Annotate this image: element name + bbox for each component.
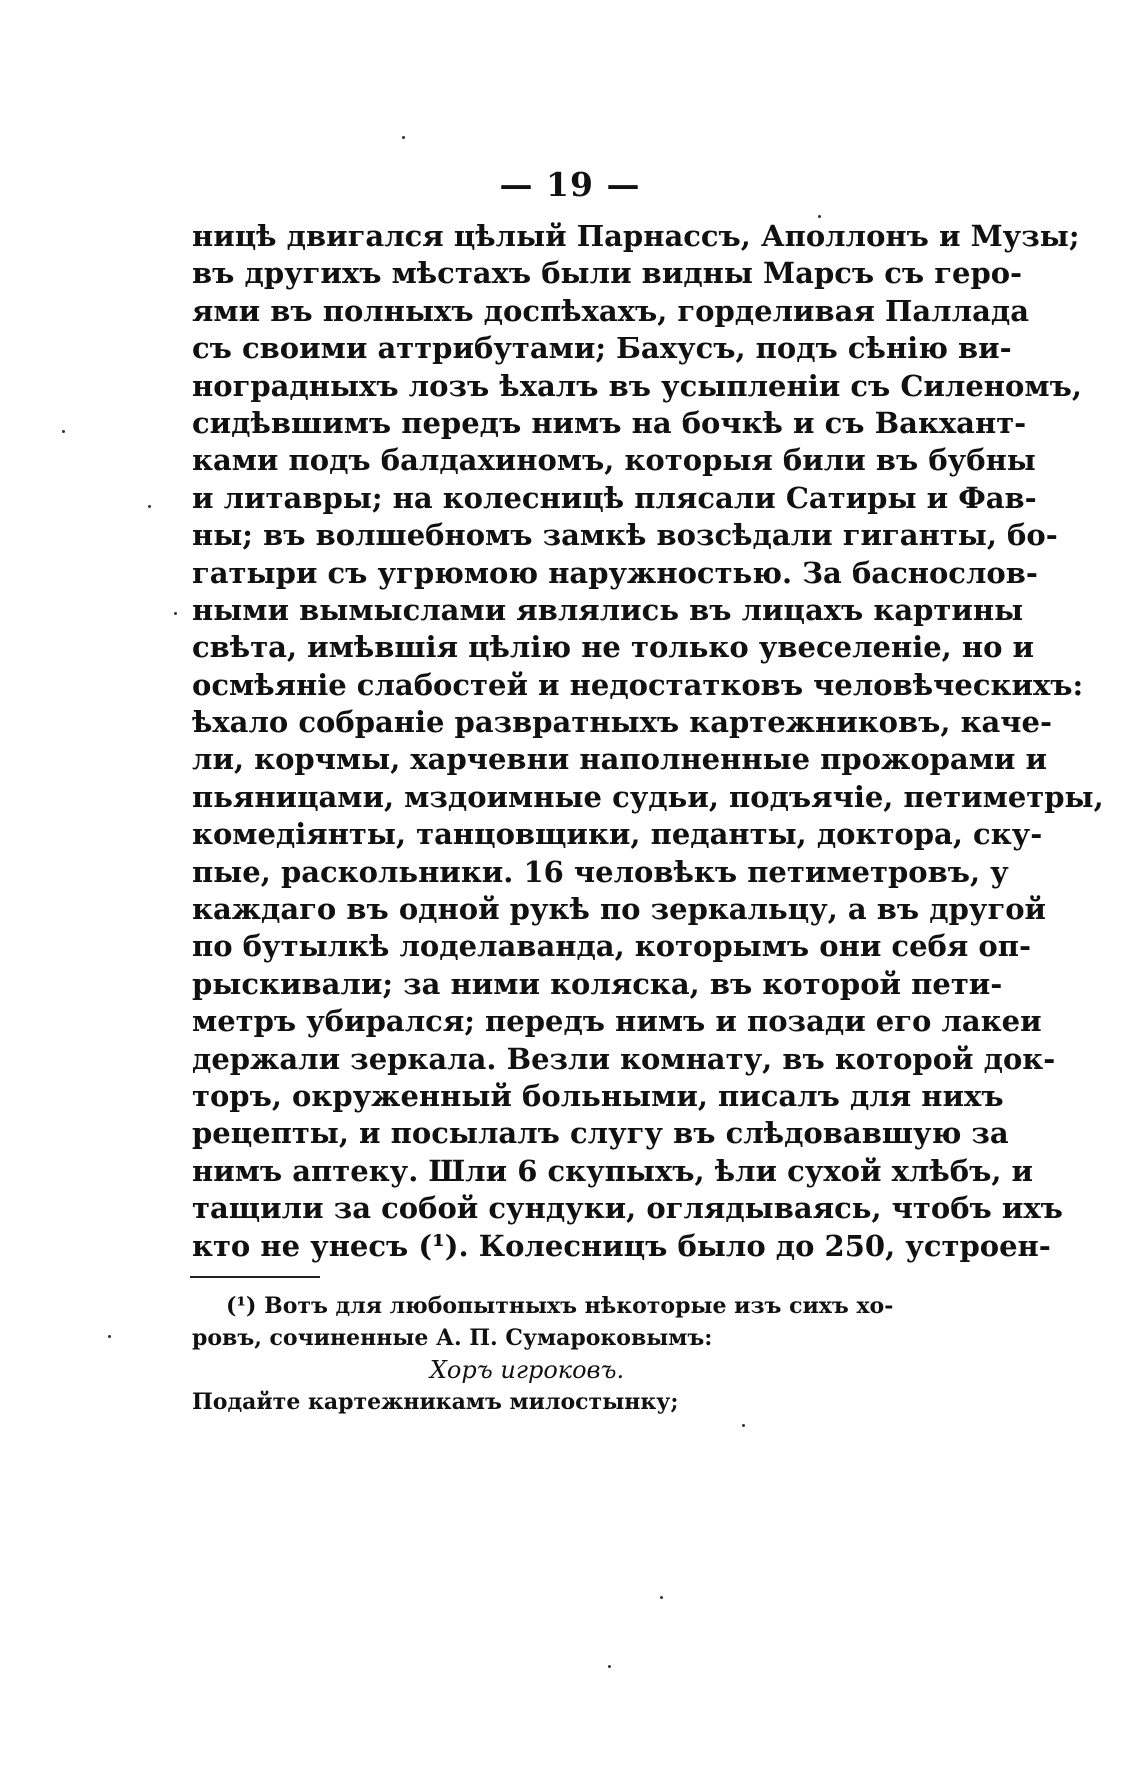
text-line: рецепты, и посылалъ слугу въ слѣдовавшую за [192, 1116, 1009, 1151]
text-line: ками подъ балдахиномъ, которыя били въ бубны [192, 443, 1036, 478]
scan-speck [174, 612, 177, 615]
text-line: гатыри съ угрюмою наружностью. За баснослов- [192, 555, 1038, 590]
scan-speck [742, 1424, 745, 1427]
text-line: держали зеркала. Везли комнату, въ которой док- [192, 1041, 1056, 1076]
text-line: торъ, окруженный больными, писалъ для нихъ [192, 1078, 1004, 1113]
footnote-line: (¹) Вотъ для любопытныхъ нѣкоторые изъ сихъ хо- [226, 1293, 894, 1319]
footnote-divider [190, 1276, 320, 1278]
text-line: метръ убирался; передъ нимъ и позади его лакеи [192, 1004, 1042, 1039]
footnote-line: ровъ, сочиненные А. П. Сумароковымъ: [192, 1325, 713, 1351]
text-line: нимъ аптеку. Шли 6 скупыхъ, ѣли сухой хлѣбъ, и [192, 1153, 1034, 1188]
scan-speck [62, 430, 65, 433]
scan-speck [818, 215, 821, 218]
body-text [192, 218, 1104, 1265]
text-line: въ другихъ мѣстахъ были видны Марсъ съ геро- [192, 256, 1023, 291]
text-line: осмѣяніе слабостей и недостатковъ человѣческихъ: [192, 667, 1084, 702]
text-line: ѣхало собраніе развратныхъ картежниковъ, каче- [192, 705, 1053, 740]
text-line: по бутылкѣ лоделаванда, которымъ они себя оп- [192, 929, 1032, 964]
text-line: ями въ полныхъ доспѣхахъ, горделивая Паллада [192, 293, 1029, 328]
text-line: рыскивали; за ними коляска, въ которой пети- [192, 966, 1003, 1001]
page-number: — 19 — [499, 165, 641, 204]
footnote [192, 1290, 894, 1418]
footnote-heading: Хоръ игроковъ. [429, 1356, 625, 1384]
footnote-line: Подайте картежникамъ милостынку; [192, 1389, 679, 1415]
text-line: сидѣвшимъ передъ нимъ на бочкѣ и съ Вакхант- [192, 405, 1027, 440]
text-line: кто не унесъ (¹). Колесницъ было до 250, устроен- [192, 1228, 1051, 1263]
text-line: ли, корчмы, харчевни наполненные прожорами и [192, 742, 1048, 777]
text-line: свѣта, имѣвшія цѣлію не только увеселеніе, но и [192, 630, 1035, 665]
text-line: тащили за собой сундуки, оглядываясь, чтобъ ихъ [192, 1191, 1063, 1226]
text-line: ны; въ волшебномъ замкѣ возсѣдали гиганты, бо- [192, 518, 1058, 553]
text-line: и литавры; на колесницѣ плясали Сатиры и Фав- [192, 480, 1037, 515]
text-line: пые, раскольники. 16 человѣкъ петиметровъ, у [192, 854, 1009, 889]
text-line: каждаго въ одной рукѣ по зеркальцу, а въ другой [192, 892, 1047, 927]
text-line: ными вымыслами являлись въ лицахъ картины [192, 592, 1024, 627]
scan-speck [660, 1596, 663, 1599]
text-line: ницѣ двигался цѣлый Парнассъ, Аполлонъ и Музы; [192, 219, 1080, 253]
text-line: ноградныхъ лозъ ѣхалъ въ усыпленіи съ Силеномъ, [192, 368, 1082, 403]
text-line: пьяницами, мздоимные судьи, подъячіе, петиметры, [192, 779, 1104, 814]
scan-speck [108, 1335, 111, 1338]
scan-speck [148, 505, 151, 508]
scan-speck [608, 1665, 611, 1668]
text-line: комедіянты, танцовщики, педанты, доктора, ску- [192, 817, 1043, 852]
text-line: съ своими аттрибутами; Бахусъ, подъ сѣнію ви- [192, 331, 1012, 366]
scan-speck [402, 136, 405, 139]
